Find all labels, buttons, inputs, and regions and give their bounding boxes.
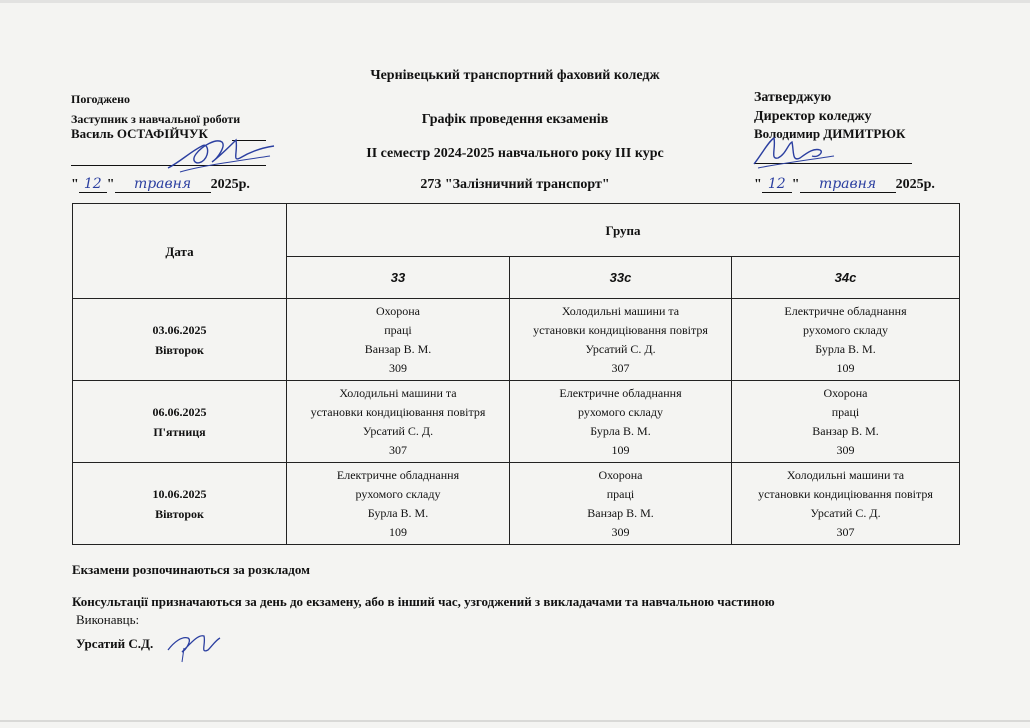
scan-artifact-bottom xyxy=(0,720,1030,722)
deputy-date-month: травня xyxy=(115,176,211,193)
exam-subject-line: праці xyxy=(606,486,635,501)
group-header-34s: 34с xyxy=(732,257,960,299)
row-date: 06.06.2025 xyxy=(152,404,207,419)
deputy-date-close-quote: " xyxy=(106,177,115,192)
exam-teacher: Урсатий С. Д. xyxy=(585,341,656,356)
group-header-33s: 33с xyxy=(510,257,732,299)
exam-cell xyxy=(732,299,960,381)
exam-subject-line: установки кондиціювання повітря xyxy=(533,322,708,337)
deputy-date-year: 2025р. xyxy=(210,177,250,192)
exam-room: 307 xyxy=(611,360,630,375)
exam-cell xyxy=(732,463,960,545)
semester-line: ІІ семестр 2024-2025 навчального року ІІІ курс xyxy=(366,146,664,161)
consultation-note: Консультації призначаються за день до екзамену, або в інший час, узгоджений з викладачами та навчальною частиною xyxy=(72,594,775,609)
date-column-header: Дата xyxy=(73,204,287,299)
exam-cell xyxy=(287,299,510,381)
row-date: 10.06.2025 xyxy=(152,486,207,501)
schedule-title: Графік проведення екзаменів xyxy=(421,112,609,127)
exam-teacher: Ванзар В. М. xyxy=(364,341,432,356)
exam-room: 109 xyxy=(611,442,630,457)
deputy-date-day: 12 xyxy=(79,176,107,193)
exam-teacher: Бурла В. М. xyxy=(815,341,876,356)
exam-subject-line: рухомого складу xyxy=(578,404,663,419)
exam-room: 309 xyxy=(836,442,855,457)
table-row xyxy=(73,381,960,463)
exam-subject-line: Холодильні машини та xyxy=(561,303,680,318)
exam-subject-line: праці xyxy=(831,404,860,419)
exam-cell xyxy=(510,299,732,381)
row-date: 03.06.2025 xyxy=(152,322,207,337)
exam-room: 109 xyxy=(836,360,855,375)
director-date-day: 12 xyxy=(762,176,792,193)
director-position: Директор коледжу xyxy=(754,109,872,124)
row-date-cell xyxy=(73,299,287,381)
exam-teacher: Ванзар В. М. xyxy=(587,505,654,520)
director-date-month: травня xyxy=(800,176,896,193)
exam-subject-line: Холодильні машини та xyxy=(339,385,457,400)
exam-room: 309 xyxy=(389,360,407,375)
deputy-date-open-quote: " xyxy=(71,177,79,192)
exam-room: 307 xyxy=(389,442,407,457)
exam-cell xyxy=(287,381,510,463)
director-date xyxy=(754,176,935,193)
exam-subject-line: рухомого складу xyxy=(355,486,441,501)
exam-subject-line: Електричне обладнання xyxy=(559,385,682,400)
exam-subject-line: Охорона xyxy=(598,467,643,482)
director-signature-image xyxy=(748,134,838,174)
exam-teacher: Бурла В. М. xyxy=(367,505,429,520)
executor-label: Виконавць: xyxy=(76,612,140,627)
director-name: Володимир ДИМИТРЮК xyxy=(754,126,906,141)
exam-subject-line: установки кондиціювання повітря xyxy=(310,404,486,419)
exam-teacher: Бурла В. М. xyxy=(590,423,651,438)
deputy-signature-image xyxy=(160,132,280,178)
exam-room: 307 xyxy=(836,524,855,539)
row-weekday: Вівторок xyxy=(155,506,204,521)
deputy-position: Заступник з навчальної роботи xyxy=(71,112,241,126)
exam-teacher: Урсатий С. Д. xyxy=(362,423,434,438)
group-header-33: 33 xyxy=(287,257,510,299)
exam-schedule-table xyxy=(72,203,960,545)
exam-cell xyxy=(732,381,960,463)
executor-name: Урсатий С.Д. xyxy=(76,636,154,651)
scan-artifact-top xyxy=(0,0,1030,3)
row-weekday: Вівторок xyxy=(155,342,204,357)
exam-subject-line: рухомого складу xyxy=(803,322,888,337)
exam-subject-line: Електричне обладнання xyxy=(784,303,907,318)
exam-subject-line: Охорона xyxy=(376,303,420,318)
exam-cell xyxy=(287,463,510,545)
exam-room: 309 xyxy=(611,524,630,539)
director-date-open-quote: " xyxy=(754,177,762,192)
table-row xyxy=(73,463,960,545)
exam-subject-line: установки кондиціювання повітря xyxy=(758,486,933,501)
approve-heading: Затверджую xyxy=(754,90,832,105)
exam-teacher: Ванзар В. М. xyxy=(812,423,879,438)
exam-cell xyxy=(510,463,732,545)
deputy-name: Василь ОСТАФІЙЧУК xyxy=(71,126,208,141)
exam-subject-line: Охорона xyxy=(823,385,868,400)
exam-cell xyxy=(510,381,732,463)
exam-subject-line: праці xyxy=(384,322,412,337)
exam-subject-line: Холодильні машини та xyxy=(786,467,905,482)
director-date-close-quote: " xyxy=(791,177,800,192)
exam-room: 109 xyxy=(389,524,407,539)
table-row xyxy=(73,299,960,381)
approved-heading: Погоджено xyxy=(71,92,130,106)
row-date-cell xyxy=(73,463,287,545)
deputy-date xyxy=(71,176,250,193)
row-date-cell xyxy=(73,381,287,463)
exam-subject-line: Електричне обладнання xyxy=(336,467,460,482)
executor-signature-image xyxy=(164,628,224,664)
exam-start-note: Екзамени розпочинаються за розкладом xyxy=(72,562,310,577)
director-date-year: 2025р. xyxy=(895,177,935,192)
college-name: Чернівецький транспортний фаховий коледж xyxy=(370,68,660,83)
group-column-header: Група xyxy=(287,204,960,257)
row-weekday: П'ятниця xyxy=(153,424,206,439)
specialty-line: 273 "Залізничний транспорт" xyxy=(420,177,610,192)
exam-teacher: Урсатий С. Д. xyxy=(810,505,881,520)
